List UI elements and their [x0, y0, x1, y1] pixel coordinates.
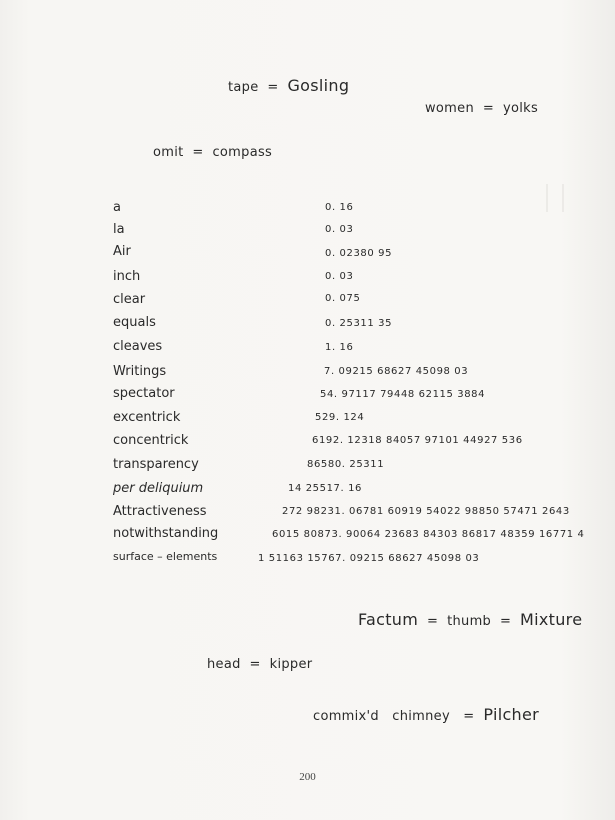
table-row-word: la: [113, 222, 125, 237]
eq-sign: =: [267, 80, 279, 95]
table-row-value: 0. 03: [325, 224, 354, 235]
table-row-word: notwithstanding: [113, 526, 219, 541]
table-row-word: cleaves: [113, 339, 163, 354]
table-row-value: 529. 124: [315, 412, 365, 423]
eq-right: yolks: [502, 101, 539, 116]
eq-right: kipper: [269, 657, 313, 672]
eq-sign: =: [427, 614, 439, 629]
table-row-value: 0. 075: [325, 293, 361, 304]
eq-sign: =: [249, 657, 261, 672]
equation-women: [425, 101, 538, 116]
equation-tape: [228, 76, 349, 95]
table-row-word: per deliquium: [113, 481, 204, 496]
table-row-word: transparency: [113, 457, 199, 472]
table-row-value: 54. 97117 79448 62115 3884: [320, 389, 486, 400]
table-row-word: inch: [113, 269, 141, 284]
eq-left: women: [425, 101, 474, 116]
table-row-word: a: [113, 200, 121, 215]
table-row-word: surface – elements: [113, 550, 218, 563]
table-row-value: 0. 03: [325, 271, 354, 282]
eq-left: tape: [228, 80, 259, 95]
eq-right: Mixture: [520, 610, 583, 629]
page-number: 200: [299, 771, 316, 783]
eq-right: Pilcher: [483, 705, 540, 724]
eq-sign: =: [192, 145, 204, 160]
table-row-value: 0. 02380 95: [325, 248, 393, 259]
table-row-value: 86580. 25311: [307, 459, 385, 470]
equation-omit: [153, 145, 272, 160]
table-row-word: equals: [113, 315, 156, 330]
table-row-word: concentrick: [113, 433, 189, 448]
table-row-word: Air: [113, 244, 131, 259]
table-row-value: 0. 16: [325, 202, 354, 213]
table-row-word: clear: [113, 292, 146, 307]
eq-right: Gosling: [287, 76, 350, 95]
table-row-value: 14 25517. 16: [288, 483, 362, 494]
equation-head: [207, 657, 312, 672]
table-row-value: 1. 16: [325, 342, 354, 353]
table-row-value: 6015 80873. 90064 23683 84303 86817 48359 16771 4: [272, 529, 585, 540]
eq-left: Factum: [358, 610, 419, 629]
eq-left: head: [207, 657, 241, 672]
eq-left: commix'd: [313, 709, 379, 724]
table-row-word: spectator: [113, 386, 175, 401]
eq-left: omit: [153, 145, 184, 160]
table-row-word: excentrick: [113, 410, 181, 425]
table-row-value: 7. 09215 68627 45098 03: [324, 366, 469, 377]
equation-commixd: [313, 705, 539, 724]
equation-factum: [358, 610, 582, 629]
bleed-through-mark: [546, 184, 564, 212]
table-row-value: 1 51163 15767. 09215 68627 45098 03: [258, 553, 480, 564]
eq-sign: =: [482, 101, 495, 116]
eq-sign: =: [463, 709, 475, 724]
table-row-value: 272 98231. 06781 60919 54022 98850 57471 2643: [282, 506, 570, 517]
eq-middle: chimney: [392, 709, 450, 724]
table-row-value: 6192. 12318 84057 97101 44927 536: [312, 435, 523, 446]
eq-middle: thumb: [447, 614, 492, 629]
table-row-word: Writings: [113, 364, 167, 379]
eq-right: compass: [212, 145, 273, 160]
table-row-word: Attractiveness: [113, 504, 207, 519]
eq-sign: =: [499, 614, 512, 629]
table-row-value: 0. 25311 35: [325, 318, 393, 329]
